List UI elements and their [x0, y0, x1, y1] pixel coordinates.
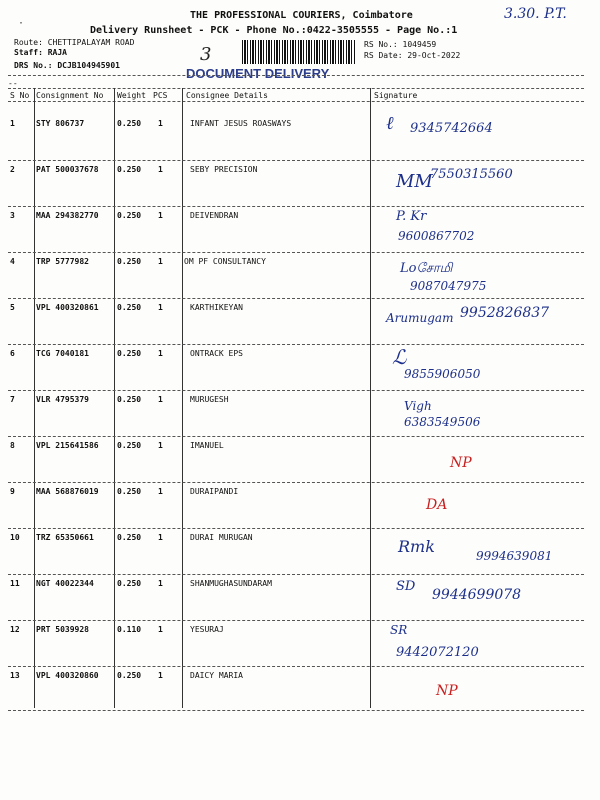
row-consignment: NGT 40022344 [36, 579, 94, 588]
table-row [0, 113, 600, 165]
row-consignee: DURAIPANDI [190, 487, 239, 496]
row-consignee: SHANMUGHASUNDARAM [190, 579, 272, 588]
row-sno: 6 [10, 349, 15, 358]
row-signature-note: DA [426, 497, 448, 513]
col-weight: Weight [117, 91, 146, 100]
row-consignee: SEBY PRECISION [190, 165, 258, 174]
staff-label: Staff: RAJA [14, 48, 67, 57]
row-sno: 3 [10, 211, 15, 220]
table-row [0, 625, 600, 671]
row-signature: Arumugam [386, 311, 454, 325]
header-divider [8, 75, 584, 76]
row-sno: 1 [10, 119, 15, 128]
row-divider [8, 436, 584, 437]
row-weight: 0.250 [117, 257, 142, 266]
handwritten-number: 3 [200, 44, 212, 65]
page-mark: -- [8, 79, 18, 88]
row-divider [8, 390, 584, 391]
row-consignment: VPL 215641586 [36, 441, 99, 450]
row-divider [8, 160, 584, 161]
row-weight: 0.250 [117, 165, 142, 174]
row-pcs: 1 [158, 165, 163, 174]
table-row [0, 165, 600, 211]
row-signature-note: 9994639081 [476, 549, 553, 563]
table-row [0, 303, 600, 349]
row-consignment: VPL 400320860 [36, 671, 99, 680]
table-row [0, 395, 600, 441]
table-row [0, 211, 600, 257]
column-header-bottom-rule [8, 101, 584, 102]
row-pcs: 1 [158, 487, 163, 496]
col-consignment: Consignment No [36, 91, 104, 100]
row-signature-note: 9345742664 [410, 121, 493, 136]
row-consignee: YESURAJ [190, 625, 224, 634]
row-weight: 0.250 [117, 487, 142, 496]
row-weight: 0.250 [117, 395, 142, 404]
row-signature-note: 9855906050 [404, 367, 481, 381]
drs-number: DRS No.: DCJB104945901 [14, 61, 120, 70]
row-weight: 0.250 [117, 441, 142, 450]
row-pcs: 1 [158, 533, 163, 542]
row-consignment: MAA 294382770 [36, 211, 99, 220]
row-consignee: INFANT JESUS ROASWAYS [190, 119, 292, 128]
row-signature-note: 9952826837 [460, 305, 550, 321]
row-consignee: KARTHIKEYAN [190, 303, 243, 312]
runsheet-title: THE PROFESSIONAL COURIERS, Coimbatore [190, 10, 413, 21]
row-signature: Rmk [398, 537, 435, 556]
table-row [0, 441, 600, 487]
row-sno: 5 [10, 303, 15, 312]
row-consignee: MURUGESH [190, 395, 229, 404]
row-weight: 0.250 [117, 533, 142, 542]
row-divider [8, 528, 584, 529]
rs-number: RS No.: 1049459 [364, 40, 437, 49]
row-consignee: IMANUEL [190, 441, 224, 450]
table-row [0, 487, 600, 533]
col-consignee: Consignee Details [186, 91, 268, 100]
row-sno: 4 [10, 257, 15, 266]
row-signature: MM [396, 171, 433, 192]
table-row [0, 533, 600, 579]
handwritten-time: 3.30. P.T. [504, 6, 567, 22]
row-pcs: 1 [158, 257, 163, 266]
row-divider [8, 344, 584, 345]
row-consignment: STY 806737 [36, 119, 85, 128]
row-signature-note: 9600867702 [398, 229, 475, 243]
row-sno: 13 [10, 671, 20, 680]
table-row [0, 257, 600, 303]
document-delivery-stamp: DOCUMENT DELIVERY [186, 66, 330, 81]
row-pcs: 1 [158, 579, 163, 588]
row-pcs: 1 [158, 395, 163, 404]
row-consignee: OM PF CONSULTANCY [184, 257, 266, 266]
row-signature: SR [390, 623, 408, 637]
row-weight: 0.110 [117, 625, 142, 634]
row-sno: 2 [10, 165, 15, 174]
row-signature: Vigh [404, 399, 432, 413]
row-pcs: 1 [158, 441, 163, 450]
row-signature-note: NP [450, 455, 472, 471]
table-row [0, 579, 600, 625]
row-pcs: 1 [158, 671, 163, 680]
row-weight: 0.250 [117, 671, 142, 680]
row-sno: 9 [10, 487, 15, 496]
row-consignee: DURAI MURUGAN [190, 533, 253, 542]
row-consignment: PRT 5039928 [36, 625, 89, 634]
row-signature-note: NP [436, 683, 458, 699]
row-signature-note: 9442072120 [396, 645, 479, 660]
row-weight: 0.250 [117, 349, 142, 358]
row-signature-note: 9087047975 [410, 279, 487, 293]
drs-barcode [242, 40, 356, 64]
row-pcs: 1 [158, 119, 163, 128]
row-divider [8, 252, 584, 253]
table-row [0, 345, 600, 395]
row-weight: 0.250 [117, 211, 142, 220]
row-consignment: PAT 500037678 [36, 165, 99, 174]
row-consignment: TRZ 65350661 [36, 533, 94, 542]
scan-mark: · [18, 18, 25, 29]
row-pcs: 1 [158, 625, 163, 634]
runsheet-subtitle: Delivery Runsheet - PCK - Phone No.:0422-3505555 - Page No.:1 [90, 25, 458, 36]
row-sno: 12 [10, 625, 20, 634]
row-weight: 0.250 [117, 119, 142, 128]
row-sno: 10 [10, 533, 20, 542]
row-sno: 7 [10, 395, 15, 404]
rs-date: RS Date: 29-Oct-2022 [364, 51, 461, 60]
row-divider [8, 666, 584, 667]
row-sno: 8 [10, 441, 15, 450]
row-divider [8, 206, 584, 207]
row-consignment: MAA 568876019 [36, 487, 99, 496]
row-divider [8, 482, 584, 483]
col-signature: Signature [374, 91, 418, 100]
row-divider [8, 710, 584, 711]
row-consignee: ONTRACK EPS [190, 349, 243, 358]
row-weight: 0.250 [117, 579, 142, 588]
row-pcs: 1 [158, 211, 163, 220]
row-signature: SD [396, 579, 416, 594]
col-sno: S No [10, 91, 30, 100]
row-divider [8, 620, 584, 621]
row-sno: 11 [10, 579, 20, 588]
column-header-top-rule [8, 88, 584, 89]
row-signature-note: 7550315560 [430, 167, 513, 182]
row-consignment: TCG 7040181 [36, 349, 89, 358]
col-pcs: PCS [153, 91, 168, 100]
row-consignment: VLR 4795379 [36, 395, 89, 404]
row-signature-note: 6383549506 [404, 415, 481, 429]
row-consignment: TRP 5777982 [36, 257, 89, 266]
route-label: Route: CHETTIPALAYAM ROAD [14, 38, 135, 47]
row-consignee: DEIVENDRAN [190, 211, 239, 220]
row-signature: ℓ [386, 113, 394, 134]
row-divider [8, 574, 584, 575]
row-signature: Loசோமி [400, 261, 453, 276]
row-divider [8, 298, 584, 299]
row-pcs: 1 [158, 349, 163, 358]
row-consignment: VPL 400320861 [36, 303, 99, 312]
row-weight: 0.250 [117, 303, 142, 312]
row-consignee: DAICY MARIA [190, 671, 243, 680]
row-signature-note: 9944699078 [432, 587, 522, 603]
row-pcs: 1 [158, 303, 163, 312]
row-signature: P. Kr [396, 209, 427, 224]
row-signature: ℒ [392, 345, 407, 369]
